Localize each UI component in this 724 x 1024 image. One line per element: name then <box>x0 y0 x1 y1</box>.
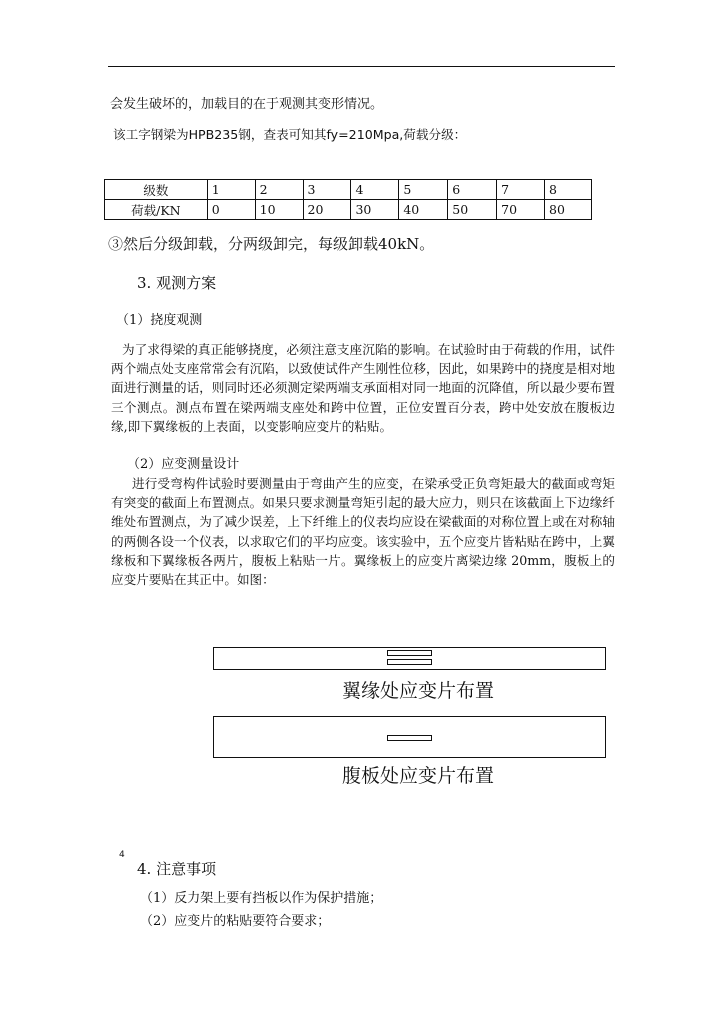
figure-2-caption: 腹板处应变片布置 <box>342 765 495 787</box>
table-row-loads <box>105 200 592 220</box>
unload-line: ③然后分级卸载，分两级卸完，每级卸载40kN。 <box>108 235 435 253</box>
strain-gauge-top <box>387 650 432 656</box>
header-rule <box>108 66 615 67</box>
table-cell: 1 <box>207 180 255 200</box>
steel-grade-line: 该工字钢梁为HPB235钢，查表可知其fy=210Mpa,荷载分级： <box>113 127 467 142</box>
table-cell: 30 <box>351 200 399 220</box>
strain-gauge-web <box>387 735 432 741</box>
section-4-title: 4. 注意事项 <box>137 860 217 878</box>
note-1: （1）反力架上要有挡板以作为保护措施； <box>140 891 383 906</box>
table-cell: 7 <box>497 180 545 200</box>
table-header-levels: 级数 <box>105 180 208 200</box>
figure-1-caption: 翼缘处应变片布置 <box>342 680 495 702</box>
table-cell: 70 <box>497 200 545 220</box>
paragraph-strain: 进行受弯构件试验时要测量由于弯曲产生的应变，在梁承受正负弯矩最大的截面或弯矩有突变的截面上布置测点。如果只要求测量弯矩引起的最大应力，则只在该截面上下边缘纤维处布置测点，为了减少误差，上下纤维上的仪表均应设在梁截面的对称位置上或在对称轴的两侧各设一个仪表，以求取它们的平均应变。该实验中，五个应变片皆粘贴在跨中，上翼缘板和下翼缘板各两片，腹板上粘贴一片。翼缘板上的应变片离梁边缘 20mm，腹板上的应变片要贴在其正中。如图： <box>111 476 615 588</box>
table-row-levels <box>105 180 592 200</box>
strain-gauge-bottom <box>387 659 432 665</box>
table-cell: 40 <box>399 200 448 220</box>
table-cell: 4 <box>351 180 399 200</box>
intro-line: 会发生破坏的，加载目的在于观测其变形情况。 <box>110 97 384 112</box>
paragraph-deflection: 为了求得梁的真正能够挠度，必须注意支座沉陷的影响。在试验时由于荷载的作用，试件两个端点处支座常常会有沉陷，以致使试件产生刚性位移，因此，如果跨中的挠度是相对地面进行测量的话，则同时还必须测定梁两端支承面相对同一地面的沉降值，所以最少要布置三个测点。测点布置在梁两端支座处和跨中位置，正位安置百分表，跨中处安放在腹板边缘,即下翼缘板的上表面，以变影响应变片的粘贴。 <box>111 342 615 434</box>
table-cell: 10 <box>255 200 303 220</box>
table-cell: 5 <box>399 180 448 200</box>
note-2: （2）应变片的粘贴要符合要求； <box>140 914 331 929</box>
table-cell: 80 <box>545 200 592 220</box>
page-number: 4 <box>119 850 125 860</box>
table-cell: 20 <box>303 200 351 220</box>
subsection-2-title: （2）应变测量设计 <box>127 457 240 472</box>
table-cell: 50 <box>448 200 497 220</box>
table-cell: 6 <box>448 180 497 200</box>
subsection-1-title: （1）挠度观测 <box>116 313 203 328</box>
table-cell: 8 <box>545 180 592 200</box>
section-3-title: 3. 观测方案 <box>137 274 217 292</box>
table-cell: 3 <box>303 180 351 200</box>
table-header-loads: 荷载/KN <box>105 200 208 220</box>
table-cell: 0 <box>207 200 255 220</box>
table-cell: 2 <box>255 180 303 200</box>
load-grading-table <box>104 179 592 220</box>
